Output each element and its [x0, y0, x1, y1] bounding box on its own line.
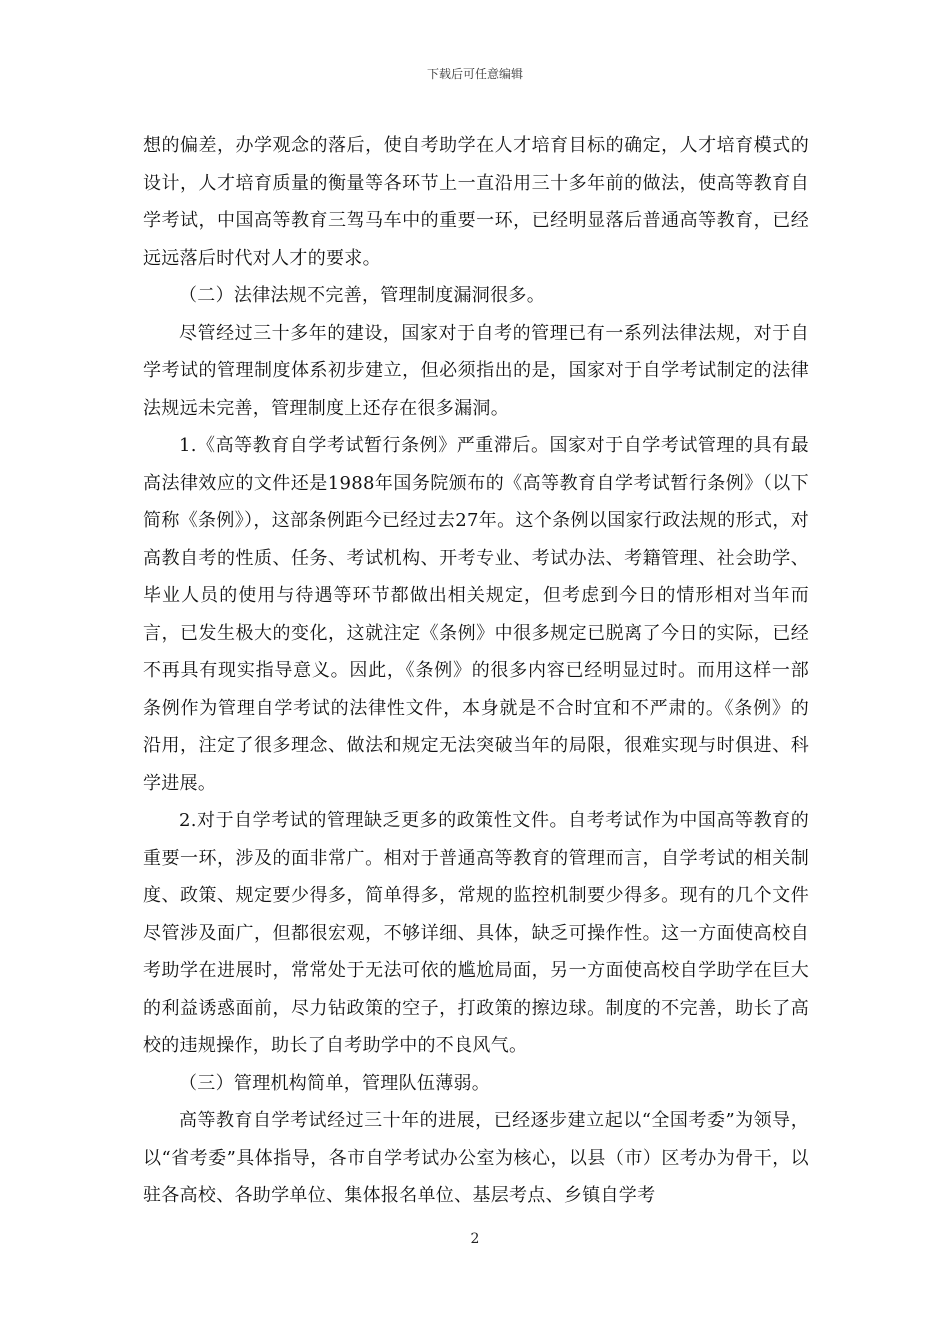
paragraph-body: 尽管经过三十多年的建设，国家对于自考的管理已有一系列法律法规，对于自学考试的管理制度体系初步建立，但必须指出的是，国家对于自学考试制定的法律法规远未完善，管理制度上还存在很多漏洞。 — [143, 322, 809, 419]
page-number: 2 — [470, 1231, 480, 1247]
paragraph-continuation: 想的偏差，办学观念的落后，使自考助学在人才培育目标的确定，人才培育模式的设计，人才培育质量的衡量等各环节上一直沿用三十多年前的做法，使高等教育自学考试，中国高等教育三驾马车中的重要一环，已经明显落后普通高等教育，已经远远落后时代对人才的要求。 — [143, 135, 809, 269]
paragraph-body: 高等教育自学考试经过三十年的进展，已经逐步建立起以“全国考委”为领导，以“省考委”具体指导，各市自学考试办公室为核心，以县（市）区考办为骨干，以驻各高校、各助学单位、集体报名单位、基层考点、乡镇自学考 — [143, 1110, 809, 1206]
section-heading-2: （二）法律法规不完善，管理制度漏洞很多。 — [179, 285, 545, 306]
paragraph-item-2: 2.对于自学考试的管理缺乏更多的政策性文件。自考考试作为中国高等教育的重要一环，涉及的面非常广。相对于普通高等教育的管理而言，自学考试的相关制度、政策、规定要少得多，简单得多，常规的监控机制要少得多。现有的几个文件尽管涉及面广，但都很宏观，不够详细、具体，缺乏可操作性。这一方面使高校自考助学在进展时，常常处于无法可依的尴尬局面，另一方面使高校自学助学在巨大的利益诱惑面前，尽力钻政策的空子，打政策的擦边球。制度的不完善，助长了高校的违规操作，助长了自考助学中的不良风气。 — [143, 810, 809, 1056]
document-body — [143, 127, 809, 1215]
section-heading-3: （三）管理机构简单，管理队伍薄弱。 — [179, 1072, 491, 1094]
paragraph-item-1: 1.《高等教育自学考试暂行条例》严重滞后。国家对于自学考试管理的具有最高法律效应的文件还是1988年国务院颁布的《高等教育自学考试暂行条例》（以下简称《条例》），这部条例距今已经过去27年。这个条例以国家行政法规的形式，对高教自考的性质、任务、考试机构、开考专业、考试办法、考籍管理、社会助学、毕业人员的使用与待遇等环节都做出相关规定，但考虑到今日的情形相对当年而言，已发生极大的变化，这就注定《条例》中很多规定已脱离了今日的实际，已经不再具有现实指导意义。因此，《条例》的很多内容已经明显过时。而用这样一部条例作为管理自学考试的法律性文件，本身就是不合时宜和不严肃的。《条例》的沿用，注定了很多理念、做法和规定无法突破当年的局限，很难实现与时俱进、科学进展。 — [143, 435, 809, 794]
page-header: 下载后可任意编辑 — [426, 67, 523, 81]
